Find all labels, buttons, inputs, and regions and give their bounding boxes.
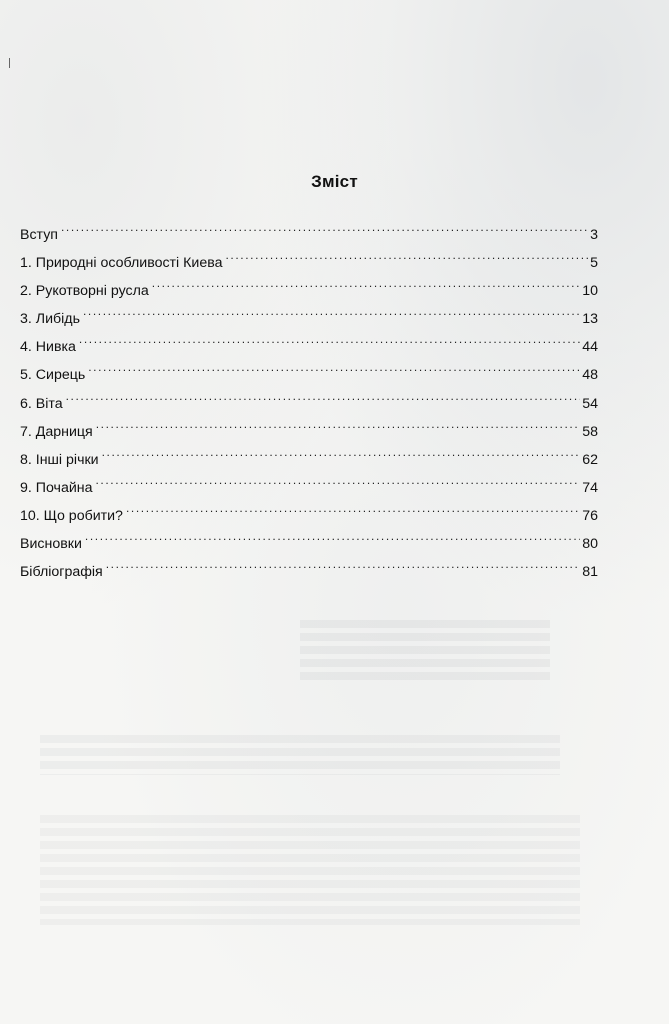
toc-entry-page: 10: [582, 283, 598, 300]
toc-entry-page: 81: [582, 564, 598, 581]
toc-entry-page: 62: [582, 451, 598, 468]
toc-entry-label: 2. Рукотворні русла: [20, 283, 149, 300]
toc-entry-label: 8. Інші річки: [20, 451, 99, 468]
toc-entry: [20, 331, 598, 359]
toc-leader-dots: [95, 472, 580, 492]
toc-entry-label: 5. Сирець: [20, 367, 86, 384]
bleed-through-block: [40, 815, 580, 925]
toc-entry-page: 48: [582, 367, 598, 384]
toc-entry: [20, 556, 598, 584]
toc-entry: [20, 303, 598, 331]
toc-leader-dots: [61, 219, 588, 239]
toc-entry-page: 5: [590, 255, 598, 272]
toc-entry-label: 6. Віта: [20, 395, 63, 412]
toc-entry: [20, 388, 598, 416]
toc-leader-dots: [226, 247, 589, 267]
toc-entry-label: 10. Що робити?: [20, 507, 123, 524]
toc-leader-dots: [79, 331, 580, 351]
toc-entry-page: 54: [582, 395, 598, 412]
toc-entry-page: 3: [590, 227, 598, 243]
toc-entry-page: 58: [582, 423, 598, 440]
toc-entry-label: Бібліографія: [20, 564, 103, 581]
toc-entry-label: 1. Природні особливості Киева: [20, 255, 223, 272]
toc-leader-dots: [106, 556, 580, 576]
toc-leader-dots: [85, 528, 580, 548]
toc-leader-dots: [83, 303, 580, 323]
toc-entry-label: 3. Либідь: [20, 311, 80, 328]
toc-entry: [20, 472, 598, 500]
toc-entry-page: 74: [582, 479, 598, 496]
toc-entry: [20, 444, 598, 472]
toc-leader-dots: [88, 359, 580, 379]
toc-leader-dots: [96, 416, 580, 436]
toc-entry: [20, 247, 598, 275]
scan-edge-mark: [9, 58, 10, 68]
bleed-through-block: [300, 620, 550, 680]
toc-entry: [20, 500, 598, 528]
toc-entry-page: 80: [582, 536, 598, 553]
bleed-through-block: [40, 735, 560, 775]
toc-entry-label: 7. Дарниця: [20, 423, 93, 440]
toc-entry-page: 13: [582, 311, 598, 328]
toc-entry-label: 9. Почайна: [20, 479, 93, 496]
page-title: Зміст: [311, 172, 358, 191]
toc-leader-dots: [66, 388, 581, 408]
toc-entry: [20, 416, 598, 444]
toc-entry-label: 4. Нивка: [20, 339, 76, 356]
toc-entry-label: Вступ: [20, 227, 58, 243]
toc-entry-page: 44: [582, 339, 598, 356]
toc-entry: [20, 359, 598, 387]
table-of-contents: [20, 219, 598, 584]
toc-leader-dots: [126, 500, 580, 520]
toc-entry: [20, 219, 598, 247]
toc-entry-page: 76: [582, 507, 598, 524]
toc-entry: [20, 528, 598, 556]
toc-entry: [20, 275, 598, 303]
toc-leader-dots: [102, 444, 581, 464]
toc-leader-dots: [152, 275, 580, 295]
toc-entry-label: Висновки: [20, 536, 82, 553]
